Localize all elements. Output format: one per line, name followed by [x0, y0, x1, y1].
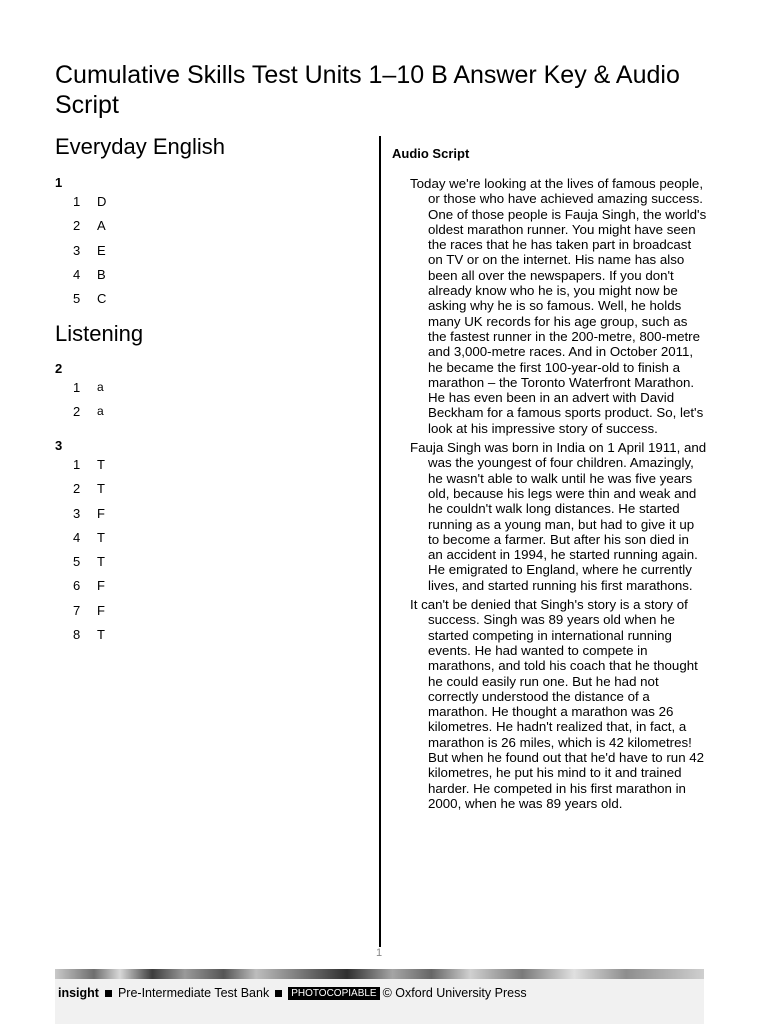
footer-product: Pre-Intermediate Test Bank — [117, 986, 270, 1000]
answer-list-q3 — [73, 457, 105, 651]
audio-script-heading: Audio Script — [392, 146, 470, 161]
answer-item — [73, 578, 105, 602]
answer-value: B — [97, 266, 106, 282]
answer-item — [73, 404, 104, 428]
answer-value: A — [97, 218, 106, 234]
page-number: 1 — [375, 947, 383, 959]
answer-item — [73, 291, 106, 315]
question-number-3: 3 — [55, 438, 63, 453]
answer-index: 2 — [73, 481, 81, 497]
answer-item — [73, 530, 105, 554]
answer-index: 3 — [73, 505, 81, 521]
answer-list-q1 — [73, 194, 106, 315]
answer-item — [73, 554, 105, 578]
footer-publisher: © Oxford University Press — [382, 986, 527, 1000]
answer-value: T — [97, 627, 105, 643]
answer-value: T — [97, 457, 105, 472]
answer-item — [73, 457, 105, 481]
answer-value: T — [97, 554, 105, 570]
answer-index: 2 — [73, 404, 81, 420]
answer-value: a — [97, 380, 104, 394]
question-number-1: 1 — [55, 175, 63, 190]
answer-index: 7 — [73, 602, 81, 618]
answer-value: F — [97, 602, 105, 618]
answer-index: 5 — [73, 291, 81, 307]
answer-index: 1 — [73, 457, 81, 472]
answer-value: F — [97, 505, 105, 521]
answer-index: 5 — [73, 554, 81, 570]
footer — [58, 986, 527, 1000]
answer-item — [73, 267, 106, 291]
answer-value: E — [97, 242, 106, 258]
answer-index: 8 — [73, 627, 81, 643]
answer-list-q2 — [73, 380, 104, 429]
script-paragraph: It can't be denied that Singh's story is a story of success. Singh was 89 years old when he started competing in international running events. He had wanted to compete in marathons, and told his coach that he thought he could easily run one. But he had not correctly understood the distance of a marathon. He thought a marathon was 26 kilometres. He hadn't realized that, in fact, a marathon is 26 miles, which is 42 kilometres! But when he found out that he'd have to run 42 kilometres, he put his mind to it and trained harder. He competed in his first marathon in 2000, when he was 89 years old. — [410, 597, 705, 811]
footer-photo-strip — [55, 969, 704, 979]
question-number-2: 2 — [55, 361, 63, 376]
column-divider — [379, 136, 381, 947]
answer-index: 2 — [73, 218, 81, 234]
section-heading-everyday-english: Everyday English — [55, 134, 225, 159]
answer-value: F — [97, 578, 105, 594]
answer-value: D — [97, 194, 107, 209]
square-bullet-icon — [105, 990, 112, 997]
script-paragraph: Fauja Singh was born in India on 1 April 1911, and was the youngest of four children. Amazingly, he wasn't able to walk until he was five years old, because his legs were thin and weak and he couldn't walk long distances. He started running as a young man, but had to give it up to become a farmer. But after his son died in an accident in 1994, he started running again. He emigrated to England, where he currently lives, and started running his first marathons. — [410, 440, 707, 593]
answer-index: 4 — [73, 529, 81, 545]
answer-item — [73, 218, 106, 242]
page-title: Cumulative Skills Test Units 1–10 B Answer Key & Audio Script — [55, 61, 680, 119]
answer-item — [73, 506, 105, 530]
square-bullet-icon — [275, 990, 282, 997]
answer-index: 1 — [73, 194, 81, 209]
audio-script-body — [410, 176, 707, 815]
answer-item — [73, 627, 105, 651]
answer-index: 1 — [73, 380, 81, 395]
footer-brand: insight — [58, 986, 99, 1000]
answer-index: 6 — [73, 578, 81, 594]
photocopiable-badge: PHOTOCOPIABLE — [288, 987, 379, 1000]
answer-value: T — [97, 481, 105, 497]
answer-value: a — [97, 404, 104, 419]
answer-item — [73, 194, 106, 218]
script-paragraph: Today we're looking at the lives of famous people, or those who have achieved amazing success. One of those people is Fauja Singh, the world's oldest marathon runner. You might have seen the races that he has taken part in broadcast on TV or on the internet. His name has also been all over the newspapers. If you don't already know who he is, you might now be asking why he is so famous. Well, he holds many UK records for his age group, such as the fastest runner in the 200-metre, 800-metre and 3,000-metre races. And in October 2011, he became the first 100-year-old to finish a marathon – the Toronto Waterfront Marathon. He has even been in an advert with David Beckham for a famous sports product. So, let's look at his impressive story of success. — [410, 176, 707, 436]
answer-item — [73, 243, 106, 267]
answer-index: 4 — [73, 266, 81, 282]
answer-item — [73, 380, 104, 404]
answer-item — [73, 603, 105, 627]
answer-index: 3 — [73, 242, 81, 258]
answer-value: T — [97, 529, 105, 545]
answer-item — [73, 481, 105, 505]
answer-value: C — [97, 291, 107, 307]
section-heading-listening: Listening — [55, 321, 144, 346]
